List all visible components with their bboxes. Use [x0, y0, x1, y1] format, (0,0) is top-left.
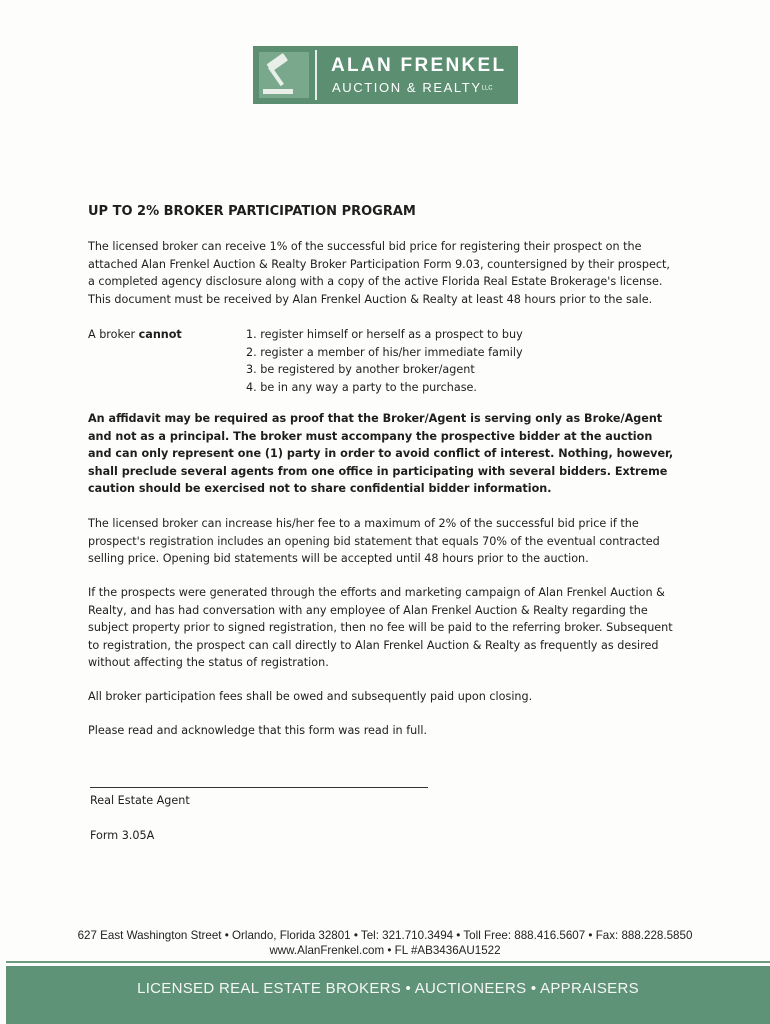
fee-increase-paragraph: The licensed broker can increase his/her fee to a maximum of 2% of the successful bid price if the prospect's registration includes an opening bid statement that equals 70% of the eventual contracted selling price. Opening bid statements will be accepted until 48 hours prior to the auction. — [88, 517, 660, 565]
footer-address-block — [0, 928, 770, 958]
intro-paragraph: The licensed broker can receive 1% of the successful bid price for registering their prospect on the attached Alan Frenkel Auction & Realty Broker Participation Form 9.03, countersigned by their prospect, a completed agency disclosure along with a copy of the active Florida Real Estate Brokerage's license. This document must be received by Alan Frenkel Auction & Realty at least 48 hours prior to the sale. — [88, 240, 670, 306]
logo-subtitle: AUCTION & REALTYLLC — [332, 80, 493, 95]
footer-rule — [6, 961, 770, 963]
footer-website: www.AlanFrenkel.com • FL #AB3436AU1522 — [269, 944, 501, 957]
form-number: Form 3.05A — [90, 829, 155, 842]
signature-line[interactable] — [90, 787, 428, 788]
broker-cannot-label: A broker cannot — [88, 328, 182, 341]
gavel-icon — [259, 52, 309, 98]
affidavit-paragraph: An affidavit may be required as proof that the Broker/Agent is serving only as Broke/Agent and not as a principal. The broker must accompany the prospective bidder at the auction and can only represent one (1) party in order to avoid conflict of interest. Nothing, however, shall preclude several agents from one office in participating with several bidders. Extreme caution should be exercised not to share confidential bidder information. — [88, 412, 674, 495]
logo-name: ALAN FRENKEL — [331, 55, 507, 76]
footer-address: 627 East Washington Street • Orlando, Florida 32801 • Tel: 321.710.3494 • Toll Free: 888.416.5607 • Fax: 888.228.5850 — [77, 929, 693, 942]
logo-llc: LLC — [481, 85, 493, 92]
list-item: 2. register a member of his/her immediate family — [246, 345, 523, 359]
list-item: 4. be in any way a party to the purchase. — [246, 380, 477, 394]
list-item: 1. register himself or herself as a prospect to buy — [246, 328, 523, 341]
list-item: 3. be registered by another broker/agent — [246, 363, 475, 376]
fees-paragraph: All broker participation fees shall be owed and subsequently paid upon closing. — [88, 690, 533, 703]
page-title: UP TO 2% BROKER PARTICIPATION PROGRAM — [88, 204, 416, 219]
company-logo — [253, 46, 518, 104]
broker-cannot-list — [246, 326, 523, 396]
acknowledge-paragraph: Please read and acknowledge that this form was read in full. — [88, 724, 428, 737]
logo-divider — [315, 50, 317, 100]
footer-band: LICENSED REAL ESTATE BROKERS • AUCTIONEERS • APPRAISERS — [6, 966, 770, 1024]
signature-label: Real Estate Agent — [90, 794, 190, 807]
prospects-paragraph: If the prospects were generated through the efforts and marketing campaign of Alan Frenkel Auction & Realty, and has had conversation with any employee of Alan Frenkel Auction & Realty regarding the subject property prior to signed registration, then no fee will be paid to the referring broker. Subsequent to registration, the prospect can call directly to Alan Frenkel Auction & Realty as frequently as desired without affecting the status of registration. — [88, 586, 673, 669]
